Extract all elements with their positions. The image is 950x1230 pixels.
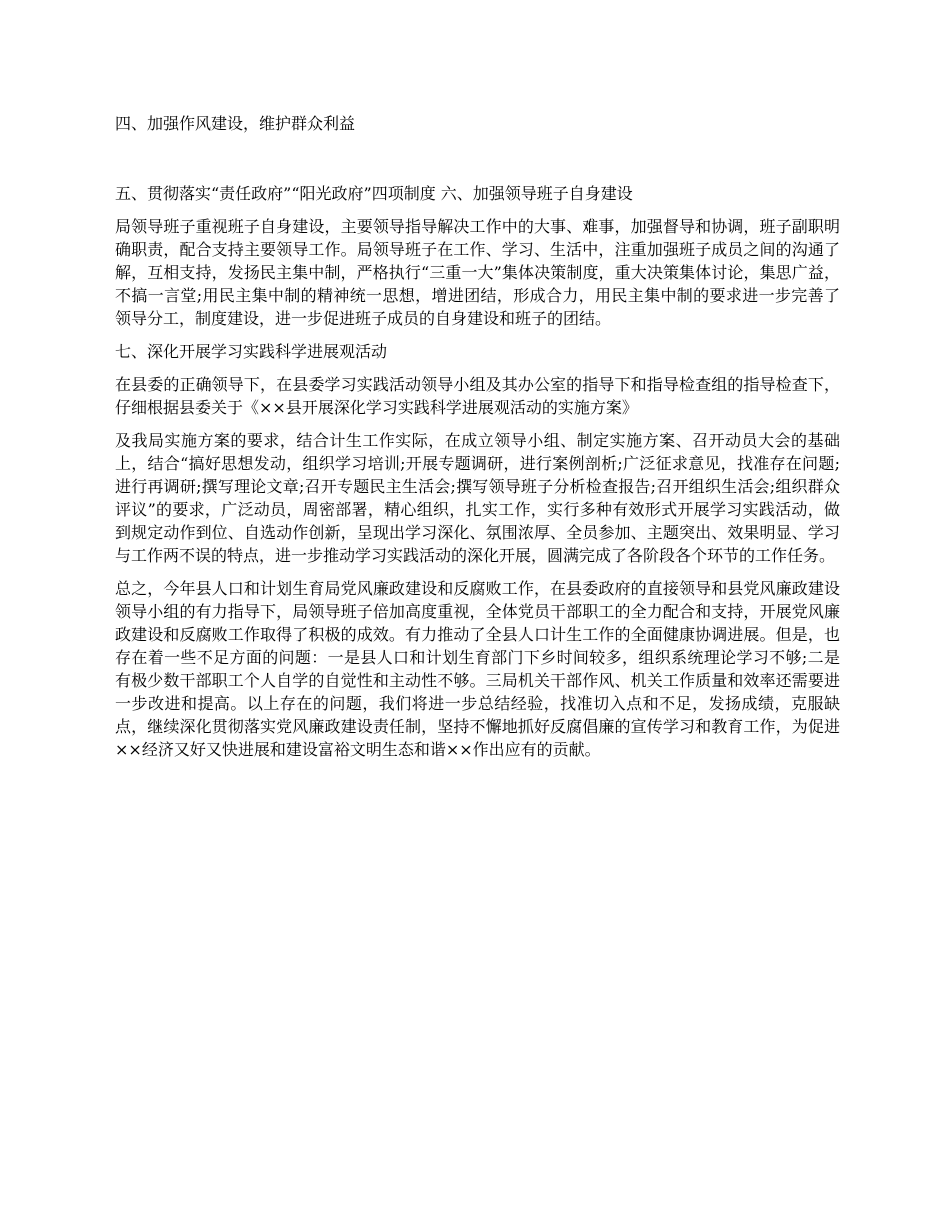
section-heading-7: 七、深化开展学习实践科学进展观活动: [115, 342, 388, 361]
paragraph-guidance: 在县委的正确领导下，在县委学习实践活动领导小组及其办公室的指导下和指导检查组的指导检查下，仔细根据县委关于《××县开展深化学习实践科学进展观活动的实施方案》: [115, 375, 840, 417]
document-page: [115, 112, 840, 761]
section-heading-5-6: 五、贯彻落实“责任政府”“阳光政府”四项制度 六、加强领导班子自身建设: [115, 184, 633, 203]
paragraph-summary: 总之，今年县人口和计划生育局党风廉政建设和反腐败工作，在县委政府的直接领导和县党风廉政建设领导小组的有力指导下，局领导班子倍加高度重视，全体党员干部职工的全力配合和支持，开展党风廉政建设和反腐败工作取得了积极的成效。有力推动了全县人口计生工作的全面健康协调进展。但是，也存在着一些不足方面的问题：一是县人口和计划生育部门下乡时间较多，组织系统理论学习不够;二是有极少数干部职工个人自学的自觉性和主动性不够。三局机关干部作风、机关工作质量和效率还需要进一步改进和提高。以上存在的问题，我们将进一步总结经验，找准切入点和不足，发扬成绩，克服缺点，继续深化贯彻落实党风廉政建设责任制，坚持不懈地抓好反腐倡廉的宣传学习和教育工作，为促进××经济又好又快进展和建设富裕文明生态和谐××作出应有的贡献。: [115, 579, 840, 759]
paragraph-leadership: 局领导班子重视班子自身建设，主要领导指导解决工作中的大事、难事，加强督导和协调，班子副职明确职责，配合支持主要领导工作。局领导班子在工作、学习、生活中，注重加强班子成员之间的沟通了解，互相支持，发扬民主集中制，严格执行“三重一大”集体决策制度，重大决策集体讨论，集思广益，不搞一言堂;用民主集中制的精神统一思想，增进团结，形成合力，用民主集中制的要求进一步完善了领导分工，制度建设，进一步促进班子成员的自身建设和班子的团结。: [115, 217, 840, 328]
paragraph-plan: 及我局实施方案的要求，结合计生工作实际，在成立领导小组、制定实施方案、召开动员大会的基础上，结合“搞好思想发动，组织学习培训;开展专题调研，进行案例剖析;广泛征求意见，找准存在问题;进行再调研;撰写理论文章;召开专题民主生活会;撰写领导班子分析检查报告;召开组织生活会;组织群众评议”的要求，广泛动员，周密部署，精心组织，扎实工作，实行多种有效形式开展学习实践活动，做到规定动作到位、自选动作创新，呈现出学习深化、氛围浓厚、全员参加、主题突出、效果明显、学习与工作两不误的特点，进一步推动学习实践活动的深化开展，圆满完成了各阶段各个环节的工作任务。: [115, 431, 840, 565]
section-heading-4: 四、加强作风建设，维护群众利益: [115, 114, 356, 133]
